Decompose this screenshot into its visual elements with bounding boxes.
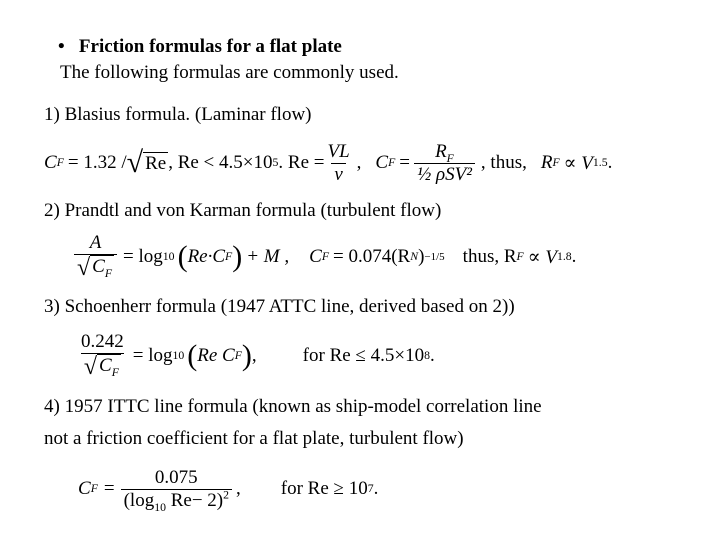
bullet: • <box>58 36 65 57</box>
prandtl-heading: 2) Prandtl and von Karman formula (turbulent flow) <box>44 200 442 221</box>
ittc-heading: 4) 1957 ITTC line formula (known as ship-model correlation line <box>44 396 542 417</box>
title-text: Friction formulas for a flat plate <box>78 36 342 57</box>
blasius-equation: C F = 1.32 / √ Re , Re < 4.5×10 5 . Re = $\frac{VL}{\nu}$ , C F = $\frac{R_F}{\text{½ ρSV²}}$ , thus, R F ∝ V 1.5 . <box>44 140 613 185</box>
ittc-heading-2: not a friction coefficient for a flat plate, turbulent flow) <box>44 428 464 449</box>
re-fraction: $\frac{VL}{\nu}$ <box>327 140 350 185</box>
sqrt-sign: √ <box>126 146 144 179</box>
ittc-fraction: $\frac{0.075}{(\log_{10} Re- 2)^2}$ <box>121 467 232 512</box>
schoenherr-lhs-fraction: $\frac{0.242}{√ C_F}$ <box>81 331 124 380</box>
schoenherr-heading: 3) Schoenherr formula (1947 ATTC line, derived based on 2)) <box>44 296 515 317</box>
ittc-equation: C F = $\frac{0.075}{(\log_{10} Re- 2)^2}$ , for Re ≥ 10 7 . <box>78 466 379 514</box>
prandtl-lhs-fraction: $\frac{A}{√ C_F}$ <box>74 232 117 282</box>
schoenherr-equation: $\frac{0.242}{√ C_F}$ = log 10 ( Re C F ) , for Re ≤ 4.5×10 8 . <box>78 326 435 386</box>
slide-title <box>58 36 342 58</box>
prandtl-equation: $\frac{A}{√ C_F}$ = log 10 ( Re·C F ) + M , C F = 0.074(R N ) −1/5 thus, R F ∝ V 1.8 . <box>74 228 576 286</box>
blasius-heading: 1) Blasius formula. (Laminar flow) <box>44 104 312 125</box>
subtitle: The following formulas are commonly used. <box>60 62 399 83</box>
cf-fraction: $\frac{R_F}{\text{½ ρSV²}}$ <box>414 141 475 186</box>
